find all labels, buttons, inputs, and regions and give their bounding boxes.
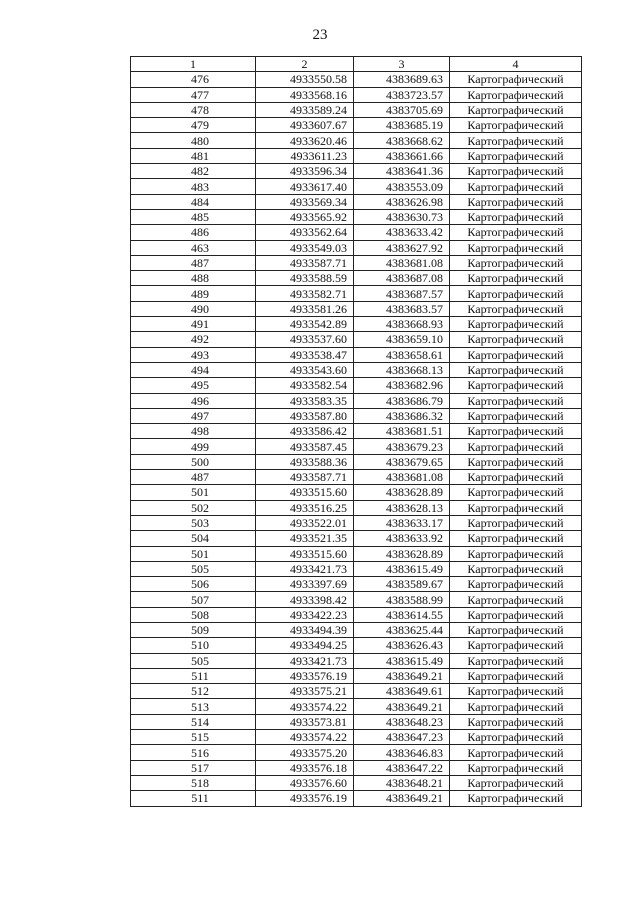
cell-point-number: 505 [131,653,256,668]
cell-x-coordinate: 4933515.60 [256,485,354,500]
cell-method: Картографический [450,622,582,637]
table-row [131,760,582,775]
cell-y-coordinate: 4383628.13 [354,500,450,515]
cell-x-coordinate: 4933574.22 [256,699,354,714]
cell-point-number: 513 [131,699,256,714]
table-row [131,194,582,209]
table-row [131,209,582,224]
header-cell-point-number: 1 [131,57,256,72]
cell-point-number: 494 [131,362,256,377]
cell-y-coordinate: 4383682.96 [354,378,450,393]
page-number: 23 [312,27,328,43]
cell-method: Картографический [450,500,582,515]
cell-y-coordinate: 4383630.73 [354,209,450,224]
coordinates-table [130,56,582,807]
cell-y-coordinate: 4383687.57 [354,286,450,301]
cell-y-coordinate: 4383668.62 [354,133,450,148]
cell-x-coordinate: 4933543.60 [256,362,354,377]
cell-x-coordinate: 4933587.71 [256,255,354,270]
cell-method: Картографический [450,164,582,179]
cell-method: Картографический [450,133,582,148]
cell-y-coordinate: 4383686.32 [354,408,450,423]
cell-point-number: 507 [131,592,256,607]
table-row [131,699,582,714]
cell-point-number: 493 [131,347,256,362]
table-row [131,87,582,102]
cell-method: Картографический [450,454,582,469]
cell-method: Картографический [450,362,582,377]
cell-y-coordinate: 4383659.10 [354,332,450,347]
table-row [131,470,582,485]
cell-y-coordinate: 4383641.36 [354,164,450,179]
header-cell-x-coordinate: 2 [256,57,354,72]
cell-y-coordinate: 4383648.23 [354,714,450,729]
cell-point-number: 496 [131,393,256,408]
cell-point-number: 504 [131,531,256,546]
cell-point-number: 515 [131,730,256,745]
table-row [131,577,582,592]
cell-point-number: 516 [131,745,256,760]
header-cell-y-coordinate: 3 [354,57,450,72]
cell-x-coordinate: 4933581.26 [256,301,354,316]
cell-method: Картографический [450,332,582,347]
cell-point-number: 477 [131,87,256,102]
cell-method: Картографический [450,225,582,240]
cell-x-coordinate: 4933398.42 [256,592,354,607]
table-row [131,546,582,561]
table-row [131,347,582,362]
cell-x-coordinate: 4933521.35 [256,531,354,546]
table-row [131,424,582,439]
table-row [131,408,582,423]
cell-x-coordinate: 4933568.16 [256,87,354,102]
cell-x-coordinate: 4933583.35 [256,393,354,408]
cell-x-coordinate: 4933587.45 [256,439,354,454]
table-row [131,118,582,133]
cell-y-coordinate: 4383687.08 [354,271,450,286]
cell-x-coordinate: 4933575.20 [256,745,354,760]
cell-x-coordinate: 4933587.71 [256,470,354,485]
header-cell-method: 4 [450,57,582,72]
cell-method: Картографический [450,255,582,270]
cell-x-coordinate: 4933550.58 [256,72,354,87]
cell-y-coordinate: 4383647.22 [354,760,450,775]
cell-x-coordinate: 4933522.01 [256,515,354,530]
cell-x-coordinate: 4933562.64 [256,225,354,240]
table-row [131,332,582,347]
cell-y-coordinate: 4383614.55 [354,607,450,622]
cell-x-coordinate: 4933576.19 [256,791,354,806]
cell-point-number: 500 [131,454,256,469]
cell-point-number: 490 [131,301,256,316]
cell-x-coordinate: 4933607.67 [256,118,354,133]
cell-x-coordinate: 4933582.71 [256,286,354,301]
cell-y-coordinate: 4383649.61 [354,684,450,699]
cell-y-coordinate: 4383668.93 [354,317,450,332]
cell-x-coordinate: 4933397.69 [256,577,354,592]
cell-method: Картографический [450,730,582,745]
cell-y-coordinate: 4383661.66 [354,148,450,163]
cell-point-number: 487 [131,255,256,270]
cell-x-coordinate: 4933573.81 [256,714,354,729]
cell-point-number: 483 [131,179,256,194]
cell-y-coordinate: 4383628.89 [354,485,450,500]
cell-method: Картографический [450,714,582,729]
cell-point-number: 509 [131,622,256,637]
cell-x-coordinate: 4933588.59 [256,271,354,286]
cell-x-coordinate: 4933542.89 [256,317,354,332]
table-row [131,439,582,454]
cell-y-coordinate: 4383628.89 [354,546,450,561]
cell-y-coordinate: 4383633.92 [354,531,450,546]
table-row [131,730,582,745]
table-row [131,592,582,607]
cell-y-coordinate: 4383649.21 [354,699,450,714]
cell-point-number: 517 [131,760,256,775]
cell-y-coordinate: 4383646.83 [354,745,450,760]
cell-y-coordinate: 4383689.63 [354,72,450,87]
cell-point-number: 488 [131,271,256,286]
cell-method: Картографический [450,515,582,530]
cell-method: Картографический [450,699,582,714]
cell-method: Картографический [450,118,582,133]
cell-point-number: 499 [131,439,256,454]
cell-point-number: 486 [131,225,256,240]
cell-method: Картографический [450,745,582,760]
cell-x-coordinate: 4933421.73 [256,561,354,576]
table-row [131,500,582,515]
cell-method: Картографический [450,424,582,439]
table-row [131,378,582,393]
cell-point-number: 489 [131,286,256,301]
cell-y-coordinate: 4383588.99 [354,592,450,607]
table-row [131,102,582,117]
cell-point-number: 487 [131,470,256,485]
cell-x-coordinate: 4933586.42 [256,424,354,439]
cell-method: Картографический [450,194,582,209]
cell-x-coordinate: 4933617.40 [256,179,354,194]
cell-method: Картографический [450,87,582,102]
cell-method: Картографический [450,286,582,301]
cell-method: Картографический [450,546,582,561]
table-row [131,271,582,286]
cell-y-coordinate: 4383683.57 [354,301,450,316]
cell-x-coordinate: 4933576.18 [256,760,354,775]
cell-y-coordinate: 4383681.51 [354,424,450,439]
table-row [131,179,582,194]
cell-point-number: 476 [131,72,256,87]
table-row [131,301,582,316]
cell-method: Картографический [450,240,582,255]
cell-method: Картографический [450,485,582,500]
table-row [131,745,582,760]
cell-y-coordinate: 4383686.79 [354,393,450,408]
table-header-row [131,57,582,72]
cell-y-coordinate: 4383649.21 [354,668,450,683]
cell-point-number: 511 [131,668,256,683]
cell-point-number: 485 [131,209,256,224]
cell-point-number: 497 [131,408,256,423]
cell-point-number: 479 [131,118,256,133]
table-row [131,133,582,148]
cell-method: Картографический [450,301,582,316]
cell-y-coordinate: 4383615.49 [354,561,450,576]
cell-method: Картографический [450,102,582,117]
cell-method: Картографический [450,791,582,806]
cell-method: Картографический [450,561,582,576]
cell-y-coordinate: 4383723.57 [354,87,450,102]
cell-method: Картографический [450,393,582,408]
cell-x-coordinate: 4933588.36 [256,454,354,469]
cell-method: Картографический [450,347,582,362]
cell-point-number: 518 [131,775,256,790]
cell-method: Картографический [450,531,582,546]
cell-x-coordinate: 4933538.47 [256,347,354,362]
cell-method: Картографический [450,209,582,224]
cell-point-number: 508 [131,607,256,622]
cell-y-coordinate: 4383681.08 [354,470,450,485]
cell-method: Картографический [450,317,582,332]
cell-method: Картографический [450,271,582,286]
table-row [131,164,582,179]
table-row [131,684,582,699]
table-row [131,638,582,653]
cell-point-number: 511 [131,791,256,806]
cell-x-coordinate: 4933574.22 [256,730,354,745]
table-row [131,255,582,270]
cell-method: Картографический [450,653,582,668]
cell-method: Картографический [450,775,582,790]
table-row [131,240,582,255]
cell-y-coordinate: 4383668.13 [354,362,450,377]
cell-y-coordinate: 4383626.43 [354,638,450,653]
cell-method: Картографический [450,439,582,454]
table-row [131,561,582,576]
table-row [131,72,582,87]
table-row [131,454,582,469]
cell-y-coordinate: 4383633.42 [354,225,450,240]
cell-point-number: 495 [131,378,256,393]
cell-y-coordinate: 4383681.08 [354,255,450,270]
cell-point-number: 481 [131,148,256,163]
cell-x-coordinate: 4933611.23 [256,148,354,163]
cell-point-number: 503 [131,515,256,530]
table-row [131,653,582,668]
cell-x-coordinate: 4933421.73 [256,653,354,668]
cell-y-coordinate: 4383627.92 [354,240,450,255]
cell-point-number: 484 [131,194,256,209]
cell-method: Картографический [450,684,582,699]
cell-point-number: 514 [131,714,256,729]
cell-method: Картографический [450,607,582,622]
table-row [131,714,582,729]
table-row [131,668,582,683]
cell-y-coordinate: 4383633.17 [354,515,450,530]
table-row [131,286,582,301]
table-row [131,362,582,377]
cell-y-coordinate: 4383705.69 [354,102,450,117]
cell-method: Картографический [450,470,582,485]
table-row [131,622,582,637]
table-row [131,485,582,500]
cell-x-coordinate: 4933576.60 [256,775,354,790]
cell-y-coordinate: 4383615.49 [354,653,450,668]
cell-y-coordinate: 4383589.67 [354,577,450,592]
cell-point-number: 482 [131,164,256,179]
table-row [131,225,582,240]
cell-x-coordinate: 4933494.39 [256,622,354,637]
cell-point-number: 492 [131,332,256,347]
cell-point-number: 478 [131,102,256,117]
cell-point-number: 498 [131,424,256,439]
cell-y-coordinate: 4383626.98 [354,194,450,209]
cell-y-coordinate: 4383649.21 [354,791,450,806]
cell-method: Картографический [450,638,582,653]
table-row [131,148,582,163]
cell-point-number: 480 [131,133,256,148]
cell-method: Картографический [450,378,582,393]
cell-method: Картографический [450,72,582,87]
cell-y-coordinate: 4383679.65 [354,454,450,469]
cell-x-coordinate: 4933596.34 [256,164,354,179]
cell-y-coordinate: 4383685.19 [354,118,450,133]
cell-x-coordinate: 4933565.92 [256,209,354,224]
cell-method: Картографический [450,408,582,423]
cell-point-number: 463 [131,240,256,255]
cell-x-coordinate: 4933582.54 [256,378,354,393]
cell-x-coordinate: 4933576.19 [256,668,354,683]
table-row [131,317,582,332]
cell-method: Картографический [450,179,582,194]
table-row [131,515,582,530]
cell-y-coordinate: 4383625.44 [354,622,450,637]
cell-y-coordinate: 4383648.21 [354,775,450,790]
cell-point-number: 501 [131,546,256,561]
cell-x-coordinate: 4933516.25 [256,500,354,515]
cell-x-coordinate: 4933537.60 [256,332,354,347]
cell-x-coordinate: 4933569.34 [256,194,354,209]
cell-point-number: 502 [131,500,256,515]
cell-x-coordinate: 4933515.60 [256,546,354,561]
cell-y-coordinate: 4383647.23 [354,730,450,745]
cell-point-number: 491 [131,317,256,332]
cell-point-number: 512 [131,684,256,699]
cell-point-number: 506 [131,577,256,592]
cell-point-number: 510 [131,638,256,653]
table-row [131,607,582,622]
cell-y-coordinate: 4383679.23 [354,439,450,454]
cell-x-coordinate: 4933589.24 [256,102,354,117]
cell-method: Картографический [450,577,582,592]
table-row [131,393,582,408]
cell-x-coordinate: 4933549.03 [256,240,354,255]
cell-x-coordinate: 4933494.25 [256,638,354,653]
cell-y-coordinate: 4383553.09 [354,179,450,194]
cell-point-number: 505 [131,561,256,576]
table-body [131,72,582,806]
cell-y-coordinate: 4383658.61 [354,347,450,362]
table-row [131,775,582,790]
cell-x-coordinate: 4933422.23 [256,607,354,622]
table-row [131,791,582,806]
cell-point-number: 501 [131,485,256,500]
cell-method: Картографический [450,148,582,163]
cell-method: Картографический [450,592,582,607]
cell-method: Картографический [450,668,582,683]
cell-x-coordinate: 4933620.46 [256,133,354,148]
table-row [131,531,582,546]
cell-x-coordinate: 4933587.80 [256,408,354,423]
cell-x-coordinate: 4933575.21 [256,684,354,699]
cell-method: Картографический [450,760,582,775]
